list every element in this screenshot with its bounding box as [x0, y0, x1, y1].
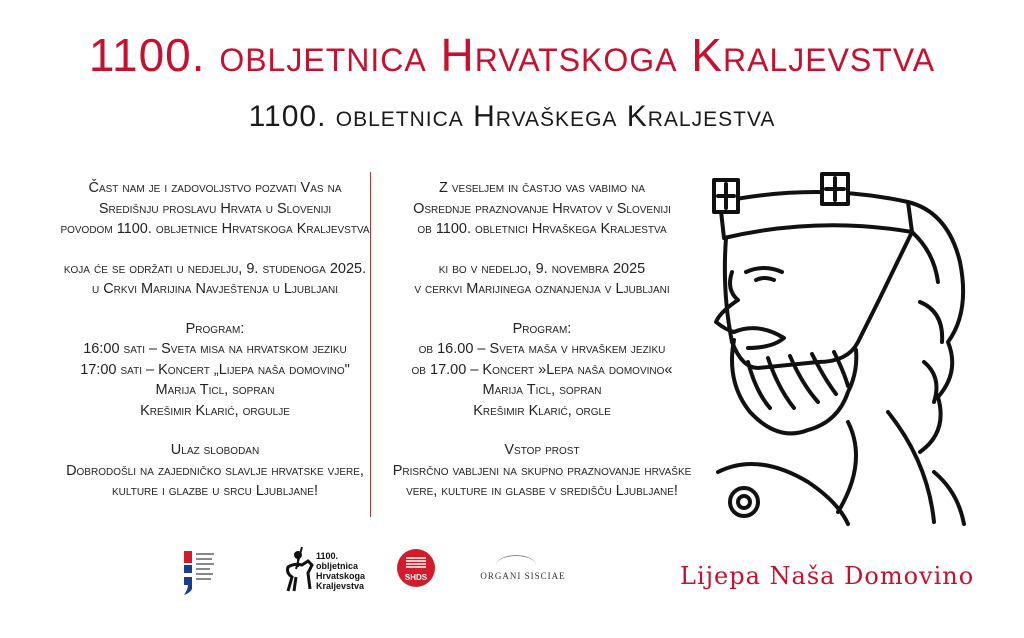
slovenian-invitation	[372, 178, 712, 502]
anniversary-logo-line: Hrvatskoga	[316, 571, 366, 581]
welcome-line: Prisrčno vabljeni na skupno praznovanje hrvaške	[392, 462, 692, 479]
program-line: ob 16.00 – Sveta maša v hrvaškem jeziku	[418, 341, 666, 357]
intro-line: Središnju proslavu Hrvata u Sloveniji	[98, 200, 332, 217]
program-line: Marija Ticl, sopran	[155, 382, 275, 398]
croatian-office-logo-icon	[184, 549, 224, 595]
place-line: ki bo v nedeljo, 9. novembra 2025	[438, 260, 646, 277]
shds-logo-text: SHDS	[404, 573, 428, 582]
program-title: Program:	[512, 320, 572, 337]
slogan: Lijepa Naša Domovino	[680, 562, 975, 590]
entry-note: Ulaz slobodan	[170, 442, 260, 458]
logo-hrvatski-ured	[184, 549, 224, 609]
organi-logo-text: ORGANI SISCIAE	[480, 571, 566, 581]
intro-line: ob 1100. obletnici Hrvaškega Kraljestva	[417, 221, 667, 237]
shds-logo-icon	[396, 548, 436, 588]
welcome-line: kulture i glazbe u srcu Ljubljane!	[112, 483, 318, 499]
column-divider	[370, 172, 371, 517]
subtitle: 1100. obletnica Hrvaškega Kraljestva	[248, 100, 776, 133]
intro-line: povodom 1100. obljetnice Hrvatskoga Kraljevstva	[60, 221, 370, 237]
horseman-icon	[282, 543, 316, 593]
place-line: koja će se održati u nedjelju, 9. studenoga 2025.	[63, 260, 367, 277]
intro-line: Čast nam je i zadovoljstvo pozvati Vas na	[88, 180, 342, 196]
entry-note: Vstop prost	[504, 442, 580, 458]
welcome-line: Dobrodošli na zajedničko slavlje hrvatske vjere,	[66, 462, 364, 479]
king-portrait-illustration	[698, 172, 974, 527]
program-line: ob 17.00 – Koncert »Lepa naša domovino«	[411, 361, 673, 378]
place-line: v cerkvi Marijinega oznanjenja v Ljubljani	[414, 281, 670, 297]
intro-line: Osrednje praznovanje Hrvatov v Sloveniji	[413, 200, 671, 217]
program-line: Marija Ticl, sopran	[482, 382, 602, 398]
logo-organi-sisciae	[480, 555, 566, 615]
program-title: Program:	[185, 320, 245, 337]
intro-line: Z veseljem in častjo vas vabimo na	[438, 180, 646, 196]
anniversary-logo-line: Kraljevstva	[316, 581, 365, 591]
program-line: Krešimir Klarić, orgle	[473, 402, 611, 419]
main-title: 1100. obljetnica Hrvatskoga Kraljevstva	[88, 29, 936, 81]
anniversary-logo-line: obljetnica	[316, 561, 359, 571]
logo-shds	[396, 548, 436, 608]
logo-anniversary	[282, 543, 372, 603]
program-line: Krešimir Klarić, orgulje	[140, 402, 290, 419]
program-line: 17:00 sati – Koncert „Lijepa naša domovino"	[80, 361, 350, 378]
place-line: u Crkvi Marijina Navještenja u Ljubljani	[91, 281, 339, 297]
program-line: 16:00 sati – Sveta misa na hrvatskom jeziku	[83, 341, 347, 357]
croatian-invitation	[45, 178, 385, 502]
anniversary-logo-line: 1100.	[316, 551, 339, 561]
welcome-line: vere, kulture in glasbe v središču Ljubljane!	[406, 483, 678, 499]
